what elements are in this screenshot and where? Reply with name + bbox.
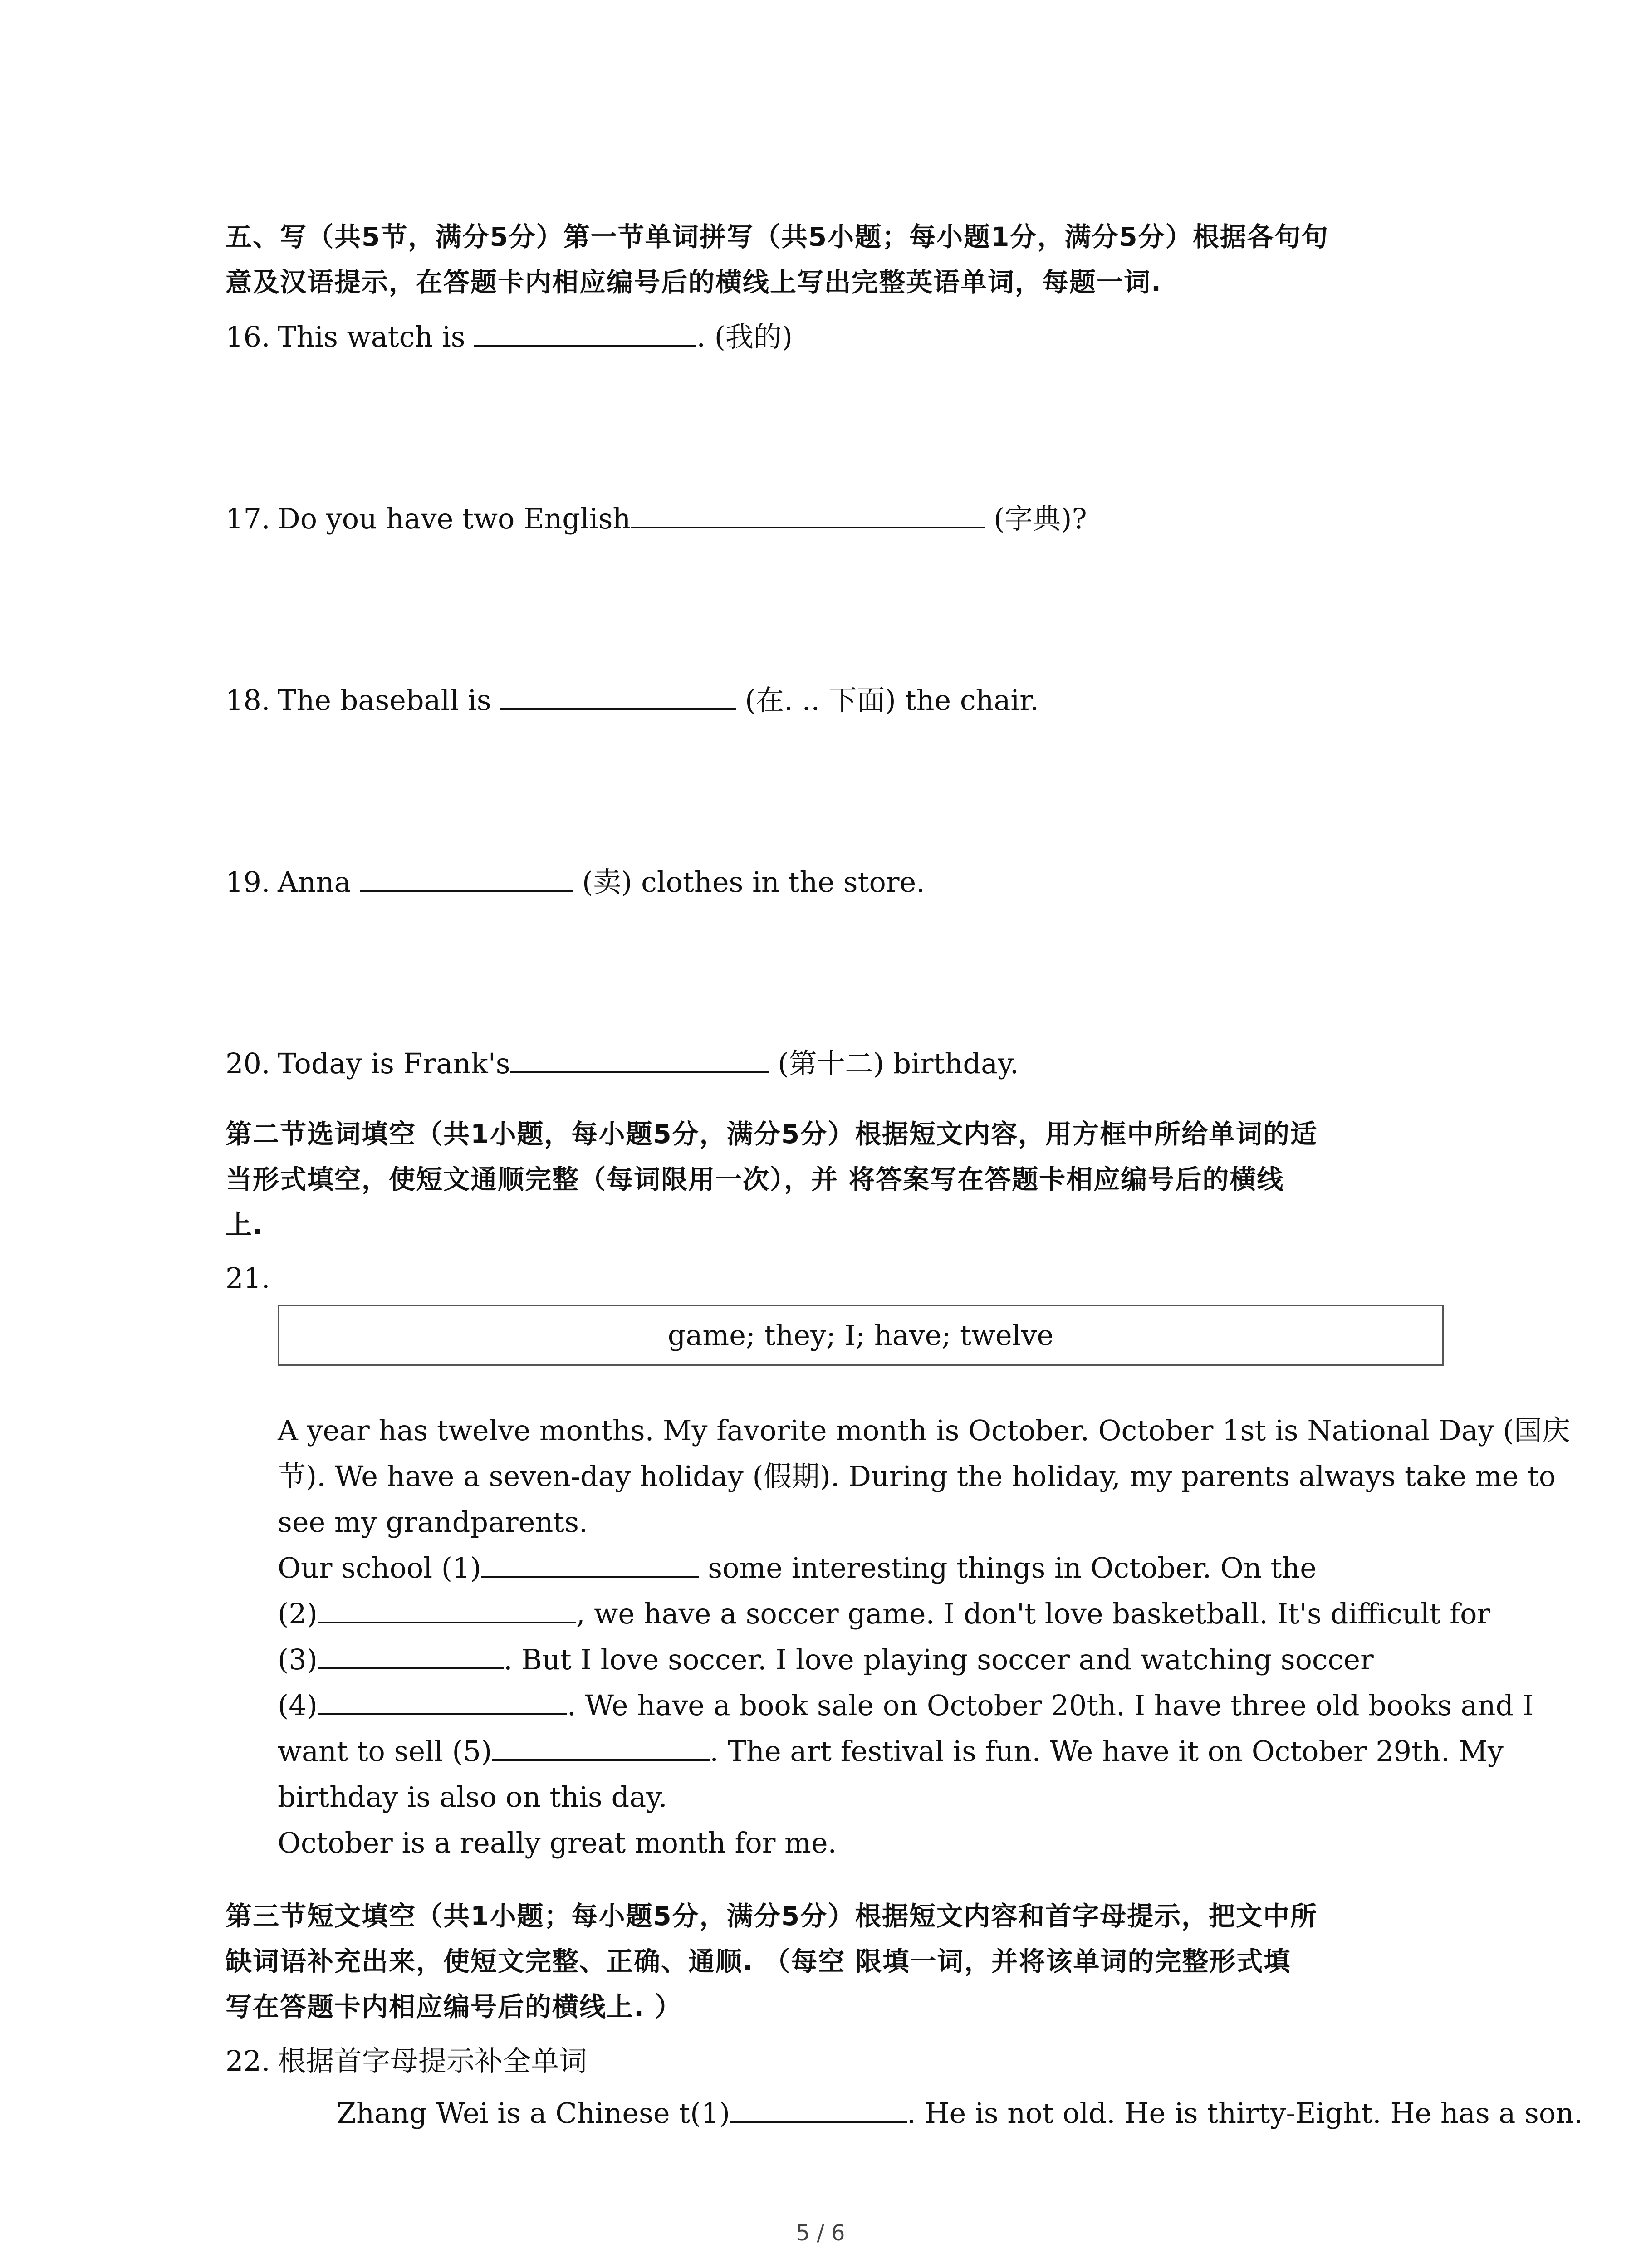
passage-line: October is a really great month for me.	[278, 1826, 837, 1859]
question-number: 21.	[225, 1261, 270, 1295]
question-instruction: 根据首字母提示补全单词	[278, 2044, 588, 2077]
question-text	[769, 1047, 778, 1080]
question-text: Today is Frank's	[278, 1047, 510, 1080]
passage-text: want to sell (5)	[278, 1735, 492, 1768]
heading-line: 上.	[225, 1209, 264, 1240]
passage-text: . We have a book sale on October 20th. I have three old books and I	[567, 1689, 1534, 1722]
section-three-heading	[225, 1893, 1446, 2029]
q21-passage	[278, 1408, 1570, 1866]
heading-line: 当形式填空，使短文通顺完整（每词限用一次），并 将答案写在答题卡相应编号后的横线	[225, 1164, 1284, 1195]
question-number: 17.	[225, 502, 270, 535]
question-22	[225, 2038, 587, 2084]
question-text: ?	[1072, 502, 1087, 535]
passage-line	[278, 1545, 1448, 1591]
heading-line: 缺词语补充出来，使短文完整、正确、通顺. （每空 限填一词，并将该单词的完整形式填	[225, 1946, 1291, 1977]
passage-text: Our school (1)	[278, 1551, 481, 1584]
answer-blank[interactable]	[631, 499, 985, 528]
question-text	[736, 684, 745, 717]
question-20	[225, 1041, 1019, 1086]
word-bank: game; they; I; have; twelve	[667, 1319, 1054, 1352]
chinese-hint: (字典)	[994, 502, 1072, 535]
passage-line: see my grandparents.	[278, 1505, 588, 1539]
passage-text: . He is not old. He is thirty-Eight. He has a son.	[907, 2097, 1583, 2130]
answer-blank[interactable]	[360, 863, 573, 892]
passage-text: (4)	[278, 1689, 318, 1722]
answer-blank-2[interactable]	[318, 1594, 576, 1623]
heading-line: 第三节短文填空（共1小题；每小题5分，满分5分）根据短文内容和首字母提示，把文中所	[225, 1901, 1318, 1931]
heading-line: 第二节选词填空（共1小题，每小题5分，满分5分）根据短文内容，用方框中所给单词的适	[225, 1119, 1318, 1149]
heading-line: 写在答题卡内相应编号后的横线上. ）	[225, 1991, 682, 2022]
question-text: .	[696, 320, 715, 353]
question-number: 18.	[225, 684, 270, 717]
passage-line	[278, 1728, 1504, 1774]
word-bank-box	[278, 1305, 1444, 1366]
question-text: The baseball is	[278, 684, 500, 717]
chinese-hint: (卖)	[582, 865, 632, 899]
passage-line: 节). We have a seven-day holiday (假期). During the holiday, my parents always take me to	[278, 1460, 1556, 1493]
question-text: This watch is	[278, 320, 475, 353]
answer-blank[interactable]	[500, 681, 736, 710]
question-number: 16.	[225, 320, 270, 353]
chinese-hint: (第十二)	[778, 1047, 884, 1080]
answer-blank[interactable]	[474, 318, 696, 347]
heading-line: 意及汉语提示，在答题卡内相应编号后的横线上写出完整英语单词，每题一词.	[225, 267, 1162, 298]
passage-line	[278, 1637, 1448, 1682]
question-text	[985, 502, 994, 535]
question-17	[225, 496, 1087, 542]
question-number: 20.	[225, 1047, 270, 1080]
answer-blank-1[interactable]	[730, 2094, 907, 2123]
passage-text: (3)	[278, 1643, 318, 1676]
passage-text: Zhang Wei is a Chinese t(1)	[337, 2097, 730, 2130]
passage-line	[278, 1591, 1491, 1637]
question-text	[573, 865, 582, 899]
passage-text: some interesting things in October. On the	[699, 1551, 1317, 1584]
answer-blank[interactable]	[510, 1044, 769, 1073]
question-19	[225, 860, 925, 905]
q22-passage-line	[337, 2091, 1583, 2136]
heading-line: 五、写（共5节，满分5分）第一节单词拼写（共5小题；每小题1分，满分5分）根据各句句	[225, 221, 1329, 252]
passage-line: birthday is also on this day.	[278, 1780, 667, 1813]
answer-blank-5[interactable]	[492, 1732, 710, 1761]
chinese-hint: (我的)	[714, 320, 793, 353]
chinese-hint: (在. .. 下面)	[745, 684, 896, 717]
section-two-heading	[225, 1111, 1446, 1247]
question-number: 22.	[225, 2044, 270, 2077]
question-number: 19.	[225, 865, 270, 899]
question-text: the chair.	[896, 684, 1039, 717]
question-18	[225, 678, 1039, 723]
answer-blank-1[interactable]	[481, 1549, 699, 1578]
question-text: birthday.	[884, 1047, 1019, 1080]
question-text: Do you have two English	[278, 502, 631, 535]
question-21-number	[225, 1256, 270, 1301]
passage-text: (2)	[278, 1597, 318, 1630]
passage-line: A year has twelve months. My favorite month is October. October 1st is National Day (国庆	[278, 1414, 1570, 1447]
question-text: Anna	[278, 865, 360, 899]
page-number: 5 / 6	[796, 2220, 845, 2246]
section-five-heading	[225, 214, 1446, 305]
passage-line	[278, 1682, 1534, 1728]
passage-text: . But I love soccer. I love playing soccer and watching soccer	[503, 1643, 1374, 1676]
question-text: clothes in the store.	[632, 865, 925, 899]
answer-blank-3[interactable]	[318, 1640, 504, 1669]
question-16	[225, 314, 793, 360]
passage-text: . The art festival is fun. We have it on October 29th. My	[710, 1735, 1504, 1768]
answer-blank-4[interactable]	[318, 1686, 567, 1715]
passage-text: , we have a soccer game. I don't love basketball. It's difficult for	[576, 1597, 1491, 1630]
